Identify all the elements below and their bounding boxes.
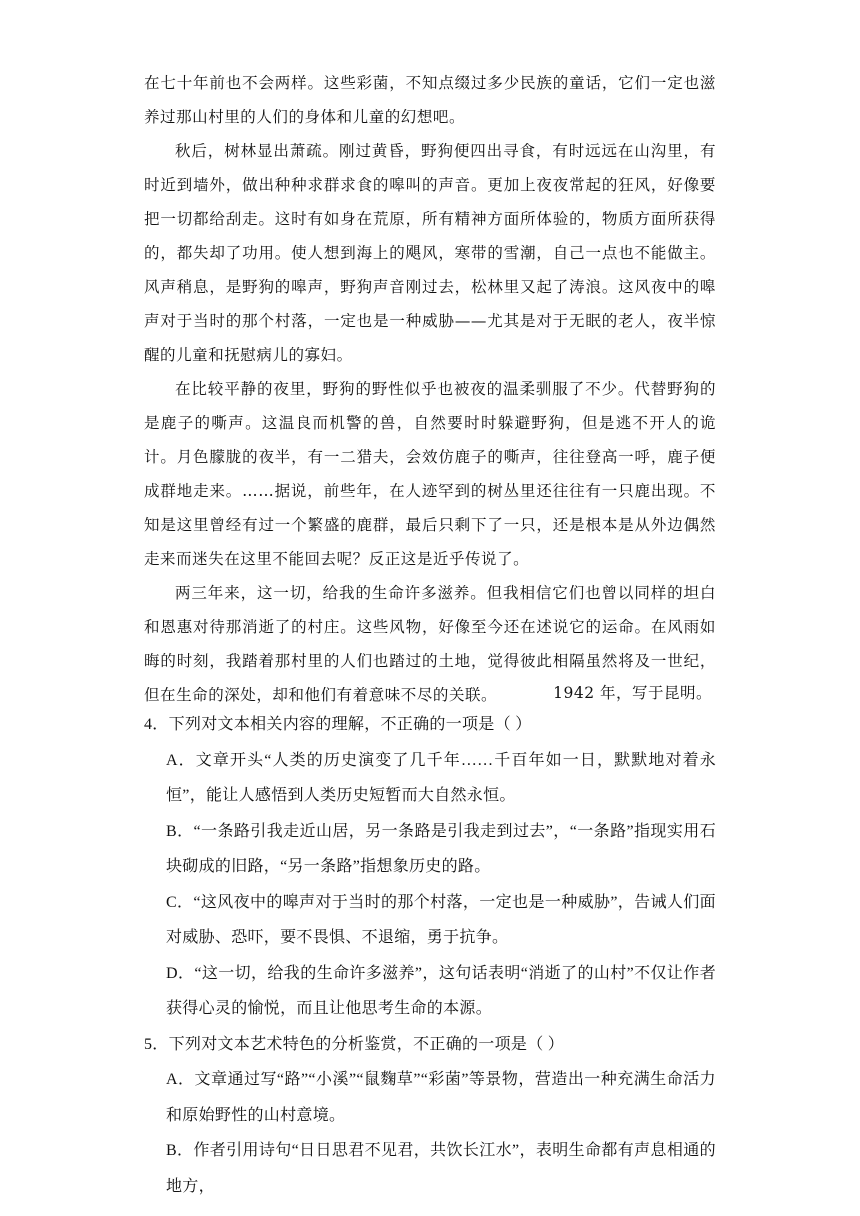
question-option: C．“这风夜中的嗥声对于当时的那个村落，一定也是一种威胁”，告诫人们面对威胁、恐吓，要不畏惧、不退缩，勇于抗争。 (166, 893, 716, 946)
question-stem: 4．下列对文本相关内容的理解，不正确的一项是（ ） (144, 716, 532, 733)
passage-paragraph: 在七十年前也不会两样。这些彩菌，不知点缀过多少民族的童话，它们一定也滋养过那山村里的人们的身体和儿童的幻想吧。 (144, 74, 716, 126)
question-option: A．文章开头“人类的历史演变了几千年……千百年如一日，默默地对着永恒”，能让人感悟到人类历史短暂而大自然永恒。 (166, 751, 716, 804)
passage-paragraph: 两三年来，这一切，给我的生命许多滋养。但我相信它们也曾以同样的坦白和恩惠对待那消逝了的村庄。这些风物，好像至今还在述说它的运命。在风雨如晦的时刻，我踏着那村里的人们也踏过的土地，觉得彼此相隔虽然将及一世纪，但在生命的深处，却和他们有着意味不尽的关联。 (144, 584, 716, 704)
passage-paragraph: 在比较平静的夜里，野狗的野性似乎也被夜的温柔驯服了不少。代替野狗的是鹿子的嘶声。这温良而机警的兽，自然要时时躲避野狗，但是逃不开人的诡计。月色朦胧的夜半，有一二猎夫，会效仿鹿子的嘶声，往往登高一呼，鹿子便成群地走来。……据说，前些年，在人迹罕到的树丛里还往往有一只鹿出现。不知是这里曾经有过一个繁盛的鹿群，最后只剩下了一只，还是根本是从外边偶然走来而迷失在这里不能回去呢？反正这是近乎传说了。 (144, 380, 716, 568)
question-list (144, 707, 716, 1204)
question-option: A．文章通过写“路”“小溪”“鼠麴草”“彩菌”等景物，营造出一种充满生命活力和原始野性的山村意境。 (166, 1071, 716, 1124)
passage-signoff: 1942 年，写于昆明。 (553, 684, 712, 702)
passage-paragraph: 秋后，树林显出萧疏。刚过黄昏，野狗便四出寻食，有时远远在山沟里，有时近到墙外，做出种种求群求食的嗥叫的声音。更加上夜夜常起的狂风，好像要把一切都给刮走。这时有如身在荒原，所有精神方面所体验的，物质方面所获得的，都失却了功用。使人想到海上的飓风，寒带的雪潮，自己一点也不能做主。风声稍息，是野狗的嗥声，野狗声音刚过去，松林里又起了涛浪。这风夜中的嗥声对于当时的那个村落，一定也是一种威胁——尤其是对于无眠的老人，夜半惊醒的儿童和抚慰病儿的寡妇。 (144, 142, 716, 364)
question-option: B．“一条路引我走近山居，另一条路是引我走到过去”，“一条路”指现实用石块砌成的旧路，“另一条路”指想象历史的路。 (166, 822, 716, 875)
question-5 (144, 1027, 716, 1205)
reading-passage (144, 66, 716, 712)
question-option: D．“这一切，给我的生命许多滋养”，这句话表明“消逝了的山村”不仅让作者获得心灵的愉悦，而且让他思考生命的本源。 (166, 964, 716, 1017)
question-stem: 5．下列对文本艺术特色的分析鉴赏，不正确的一项是（ ） (144, 1035, 565, 1053)
question-option: B．作者引用诗句“日日思君不见君，共饮长江水”，表明生命都有声息相通的地方， (166, 1142, 716, 1195)
question-4 (144, 707, 716, 1027)
